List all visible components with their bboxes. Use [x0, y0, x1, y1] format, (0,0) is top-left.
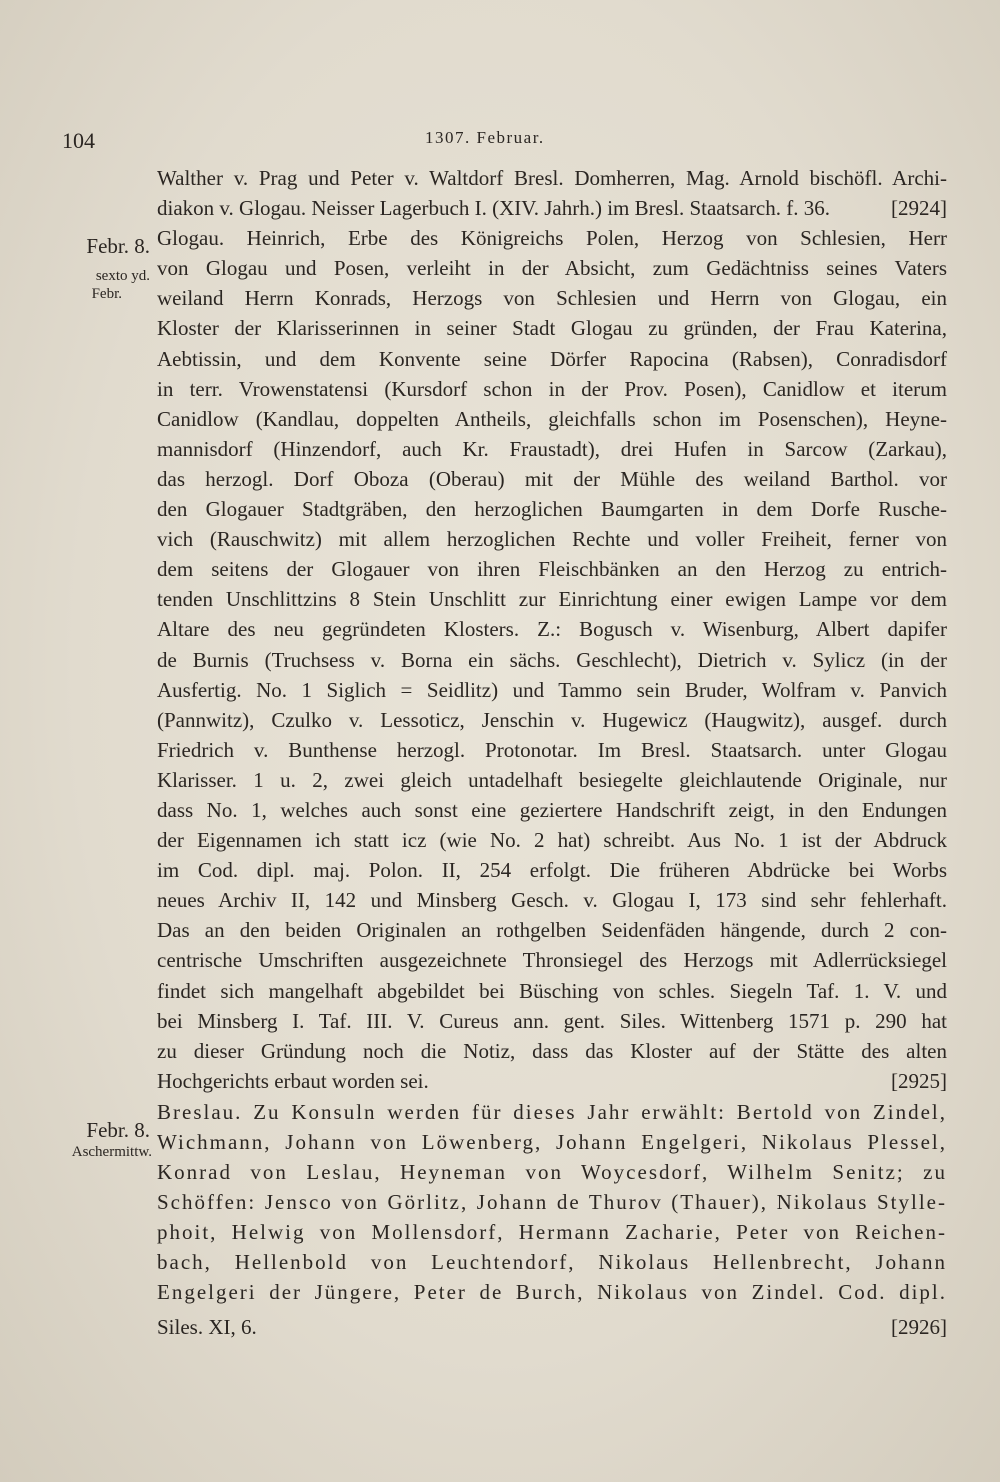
page-number: 104: [62, 128, 95, 153]
margin-note-2925-1: sexto yd.: [95, 268, 150, 284]
margin-date-2925: Febr. 8.: [86, 234, 150, 258]
entry-2924-line: Walther v. Prag und Peter v. Waltdorf Bresl. Domherren, Mag. Arnold bischöfl. Archi-: [157, 166, 947, 190]
entry-2926-line: Schöffen: Jensco von Görlitz, Johann de Thurov (Thauer), Nikolaus Stylle-: [157, 1190, 947, 1215]
entry-2925-line: (Pannwitz), Czulko v. Lessoticz, Jenschin v. Hugewicz (Haugwitz), ausgef. durch: [157, 707, 947, 732]
entry-2925-line: centrische Umschriften ausgezeichnete Thronsiegel des Herzogs mit Adlerrücksiegel: [157, 948, 947, 973]
margin-date-2926: Febr. 8.: [86, 1118, 150, 1142]
entry-2925-line: den Glogauer Stadtgräben, den herzoglichen Baumgarten in dem Dorfe Rusche-: [157, 497, 947, 522]
entry-2926-line: Engelgeri der Jüngere, Peter de Burch, Nikolaus von Zindel. Cod. dipl.: [157, 1280, 947, 1305]
entry-2926-line: Wichmann, Johann von Löwenberg, Johann Engelgeri, Nikolaus Plessel,: [157, 1130, 947, 1154]
entry-2925-line: vich (Rauschwitz) mit allem herzoglichen Rechte und voller Freiheit, ferner von: [157, 527, 947, 552]
entry-2925-line: mannisdorf (Hinzendorf, auch Kr. Fraustadt), drei Hufen in Sarcow (Zarkau),: [157, 436, 947, 461]
entry-2925-line: weiland Herrn Konrads, Herzogs von Schlesien und Herrn von Glogau, ein: [157, 286, 947, 311]
entry-2926-line: Konrad von Leslau, Heyneman von Woycesdorf, Wilhelm Senitz; zu: [157, 1160, 947, 1185]
entry-2925-line: Altare des neu gegründeten Klosters. Z.: Bogusch v. Wisenburg, Albert dapifer: [157, 617, 947, 642]
margin-note-2925-2: Febr.: [91, 286, 122, 302]
margin-note-2926-1: Aschermittw.: [71, 1144, 152, 1160]
entry-2925-line: de Burnis (Truchsess v. Borna ein sächs. Geschlecht), Dietrich v. Sylicz (in der: [157, 647, 947, 672]
entry-2925-line: in terr. Vrowenstatensi (Kursdorf schon in der Prov. Posen), Canidlow et iterum: [157, 376, 947, 401]
entry-2924: [157, 163, 947, 223]
entry-2925-line: findet sich mangelhaft abgebildet bei Büsching von schles. Siegeln Taf. 1. V. und: [157, 978, 947, 1003]
entry-2925-line: dem seitens der Glogauer von ihren Fleischbänken an den Herzog zu entrich-: [157, 557, 947, 582]
entry-2924-end-line: [157, 193, 947, 223]
entry-2926-line: Siles. XI, 6.: [157, 1314, 257, 1339]
entry-2925-line: Aebtissin, und dem Konvente seine Dörfer Rapocina (Rabsen), Conradisdorf: [157, 346, 947, 371]
entry-2926-line: bach, Hellenbold von Leuchtendorf, Nikolaus Hellenbrecht, Johann: [157, 1250, 947, 1275]
entry-number-2926: [2926]: [891, 1314, 947, 1339]
entry-2925-line: Ausfertig. No. 1 Siglich = Seidlitz) und Tammo sein Bruder, Wolfram v. Panvich: [157, 677, 947, 702]
entry-2926-line: phoit, Helwig von Mollensdorf, Hermann Zacharie, Peter von Reichen-: [157, 1220, 947, 1245]
entry-2925-end-line: [157, 1066, 947, 1096]
entry-2925-line: zu dieser Gründung noch die Notiz, dass das Kloster auf der Stätte des alten: [157, 1038, 947, 1063]
entry-2925: [157, 223, 947, 1096]
entry-2925-line: von Glogau und Posen, verleiht in der Absicht, zum Gedächtniss seines Vaters: [157, 256, 947, 281]
entry-2925-line: der Eigennamen ich statt icz (wie No. 2 hat) schreibt. Aus No. 1 ist der Abdruck: [157, 828, 947, 853]
body-text: [157, 163, 947, 1342]
entry-2925-line: das herzogl. Dorf Oboza (Oberau) mit der Mühle des weiland Barthol. vor: [157, 466, 947, 491]
entry-2925-line: Canidlow (Kandlau, doppelten Antheils, gleichfalls schon im Posenschen), Heyne-: [157, 406, 947, 431]
entry-2926-line: Breslau. Zu Konsuln werden für dieses Jahr erwählt: Bertold von Zindel,: [157, 1099, 947, 1124]
entry-2926: [157, 1097, 947, 1342]
entry-number-2925: [2925]: [891, 1068, 947, 1093]
entry-2924-line: diakon v. Glogau. Neisser Lagerbuch I. (XIV. Jahrh.) im Bresl. Staatsarch. f. 36.: [157, 196, 830, 221]
entry-2925-line: Kloster der Klarisserinnen in seiner Stadt Glogau zu gründen, der Frau Katerina,: [157, 316, 947, 341]
entry-2925-line: Glogau. Heinrich, Erbe des Königreichs Polen, Herzog von Schlesien, Herr: [157, 226, 947, 251]
entry-2925-line: bei Minsberg I. Taf. III. V. Cureus ann. gent. Siles. Wittenberg 1571 p. 290 hat: [157, 1008, 947, 1033]
entry-2925-line: dass No. 1, welches auch sonst eine geziertere Handschrift zeigt, in den Endungen: [157, 797, 947, 822]
entry-2925-line: Friedrich v. Bunthense herzogl. Protonotar. Im Bresl. Staatsarch. unter Glogau: [157, 737, 947, 762]
running-head: 1307. Februar.: [425, 128, 545, 147]
entry-number-2924: [2924]: [891, 196, 947, 221]
entry-2925-line: tenden Unschlittzins 8 Stein Unschlitt zur Einrichtung einer ewigen Lampe vor dem: [157, 587, 947, 612]
entry-2925-line: Klarisser. 1 u. 2, zwei gleich untadelhaft besiegelte gleichlautende Originale, nur: [157, 767, 947, 792]
entry-2925-line: im Cod. dipl. maj. Polon. II, 254 erfolgt. Die früheren Abdrücke bei Worbs: [157, 858, 947, 883]
entry-2925-line: neues Archiv II, 142 und Minsberg Gesch. v. Glogau I, 173 sind sehr fehlerhaft.: [157, 888, 947, 913]
entry-2925-line: Hochgerichts erbaut worden sei.: [157, 1068, 429, 1093]
entry-2926-end-line: [157, 1312, 947, 1342]
entry-2925-line: Das an den beiden Originalen an rothgelben Seidenfäden hängende, durch 2 con-: [157, 918, 947, 943]
